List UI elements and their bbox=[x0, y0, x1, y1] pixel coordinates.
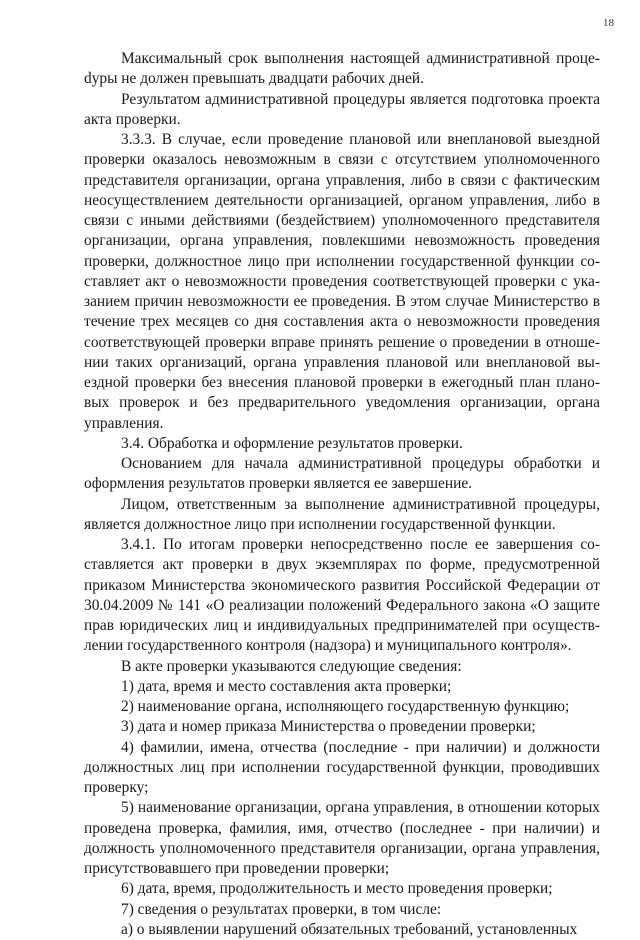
sub-item-a: а) о выявлении нарушений обязательных требований, установленных bbox=[121, 920, 578, 938]
page-number: 18 bbox=[603, 17, 614, 29]
list-item-5: 5) наименование организации, органа управления, в отношении которых проведена проверка, фамилия, имя, отчество (последнее - при наличии) и должность уполномоченного представителя организации, органа управления, присутствовавшего при проведении проверки; bbox=[84, 799, 600, 877]
document-body bbox=[84, 49, 600, 940]
list-item-7: 7) сведения о результатах проверки, в том числе: bbox=[121, 900, 442, 918]
paragraph-basis: Основанием для начала административной процедуры обработки и оформления результатов проверки является ее завершение. bbox=[84, 455, 600, 493]
paragraph-procedure-result: Результатом административной процедуры является подготовка проекта акта проверки. bbox=[84, 90, 600, 128]
paragraph-3-4-1: 3.4.1. По итогам проверки непосредственно после ее завершения составляется акт проверки в двух экземплярах по форме, предусмотренной приказом Министерства экономического развития Российской Федерации от 30.04.2009 № 141 «О реализации положений Федерального закона «О защите прав юридических лиц и индивидуальных предпринимателей при осуществлении государственного контроля (надзора) и муниципального контроля». bbox=[84, 536, 600, 655]
list-item-3: 3) дата и номер приказа Министерства о проведении проверки; bbox=[121, 718, 536, 736]
paragraph-3-3-3: 3.3.3. В случае, если проведение плановой или внеплановой выездной проверки оказалось невозможным в связи с отсутствием уполномоченного представителя организации, органа управления, либо в связи с фактическим неосуществлением деятельности организацией, органом управления, либо в связи с иными действиями (бездействием) уполномоченного представителя организации, органа управления, повлекшими невозможность проведения проверки, должностное лицо при исполнении государственной функции составляет акт о невозможности проведения соответствующей проверки с указанием причин невозможности ее проведения. В этом случае Министерство в течение трех месяцев со дня составления акта о невозможности проведения соответствующей проверки вправе принять решение о проведении в отношении таких организаций, органа управления плановой или внеплановой выездной проверки без внесения плановой проверки в ежегодный план плановых проверок и без предварительного уведомления организации, органа управления. bbox=[84, 131, 600, 432]
section-heading-3-4: 3.4. Обработка и оформление результатов проверки. bbox=[121, 434, 463, 452]
paragraph-responsible-person: Лицом, ответственным за выполнение административной процедуры, является должностное лицо при исполнении государственной функции. bbox=[84, 495, 600, 533]
paragraph-max-duration: Максимальный срок выполнения настоящей административной процеdуры не должен превышать двадцати рабочих дней. bbox=[84, 50, 600, 88]
list-item-6: 6) дата, время, продолжительность и место проведения проверки; bbox=[121, 880, 553, 898]
paragraph-act-contents-intro: В акте проверки указываются следующие сведения: bbox=[121, 657, 462, 675]
list-item-2: 2) наименование органа, исполняющего государственную функцию; bbox=[121, 698, 570, 715]
list-item-1: 1) дата, время и место составления акта проверки; bbox=[121, 677, 452, 695]
list-item-4: 4) фамилии, имена, отчества (последние - при наличии) и должности должностных лиц при исполнении государственной функции, проводивших проверку; bbox=[84, 738, 600, 796]
